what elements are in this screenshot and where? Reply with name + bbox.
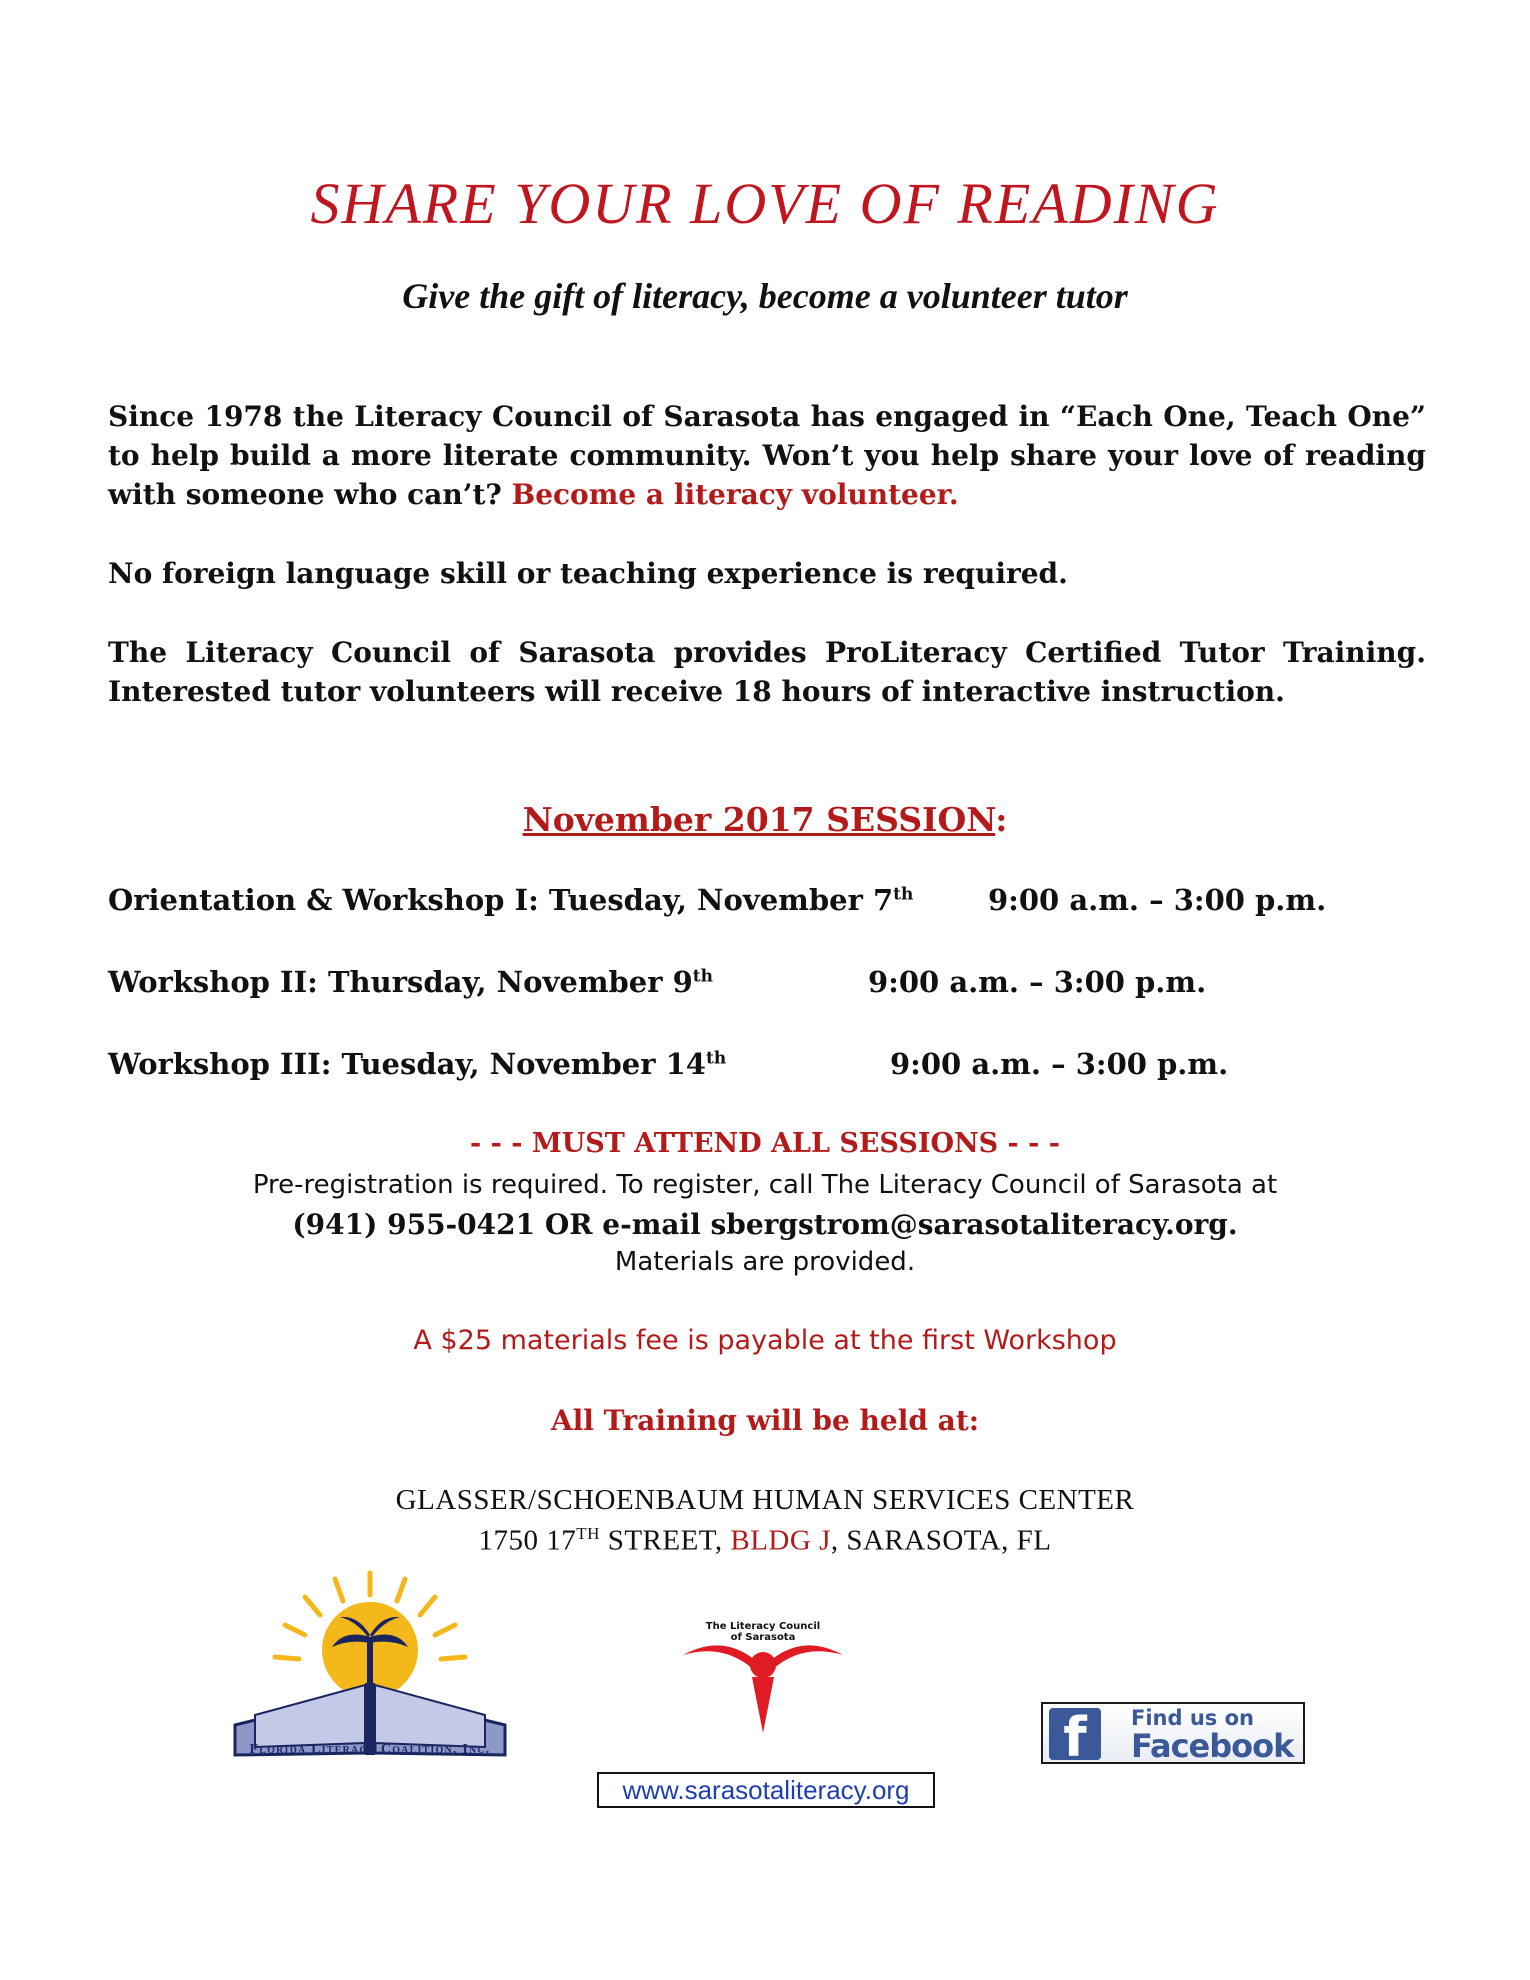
facebook-badge[interactable] xyxy=(1041,1702,1305,1764)
street-number: 1750 17 xyxy=(478,1524,577,1557)
facebook-name: Facebook xyxy=(1131,1727,1294,1765)
session-row-suffix: th xyxy=(705,1048,727,1069)
page-title: SHARE YOUR LOVE OF READING xyxy=(310,171,1220,236)
florida-literacy-coalition-name: Florida Literacy Coalition, Inc. xyxy=(249,1742,491,1757)
page-subtitle: Give the gift of literacy, become a volunteer tutor xyxy=(402,276,1128,316)
street-suffix: TH xyxy=(576,1524,600,1543)
session-heading-text: November 2017 SESSION xyxy=(522,800,996,839)
session-row-1 xyxy=(108,883,913,917)
building: BLDG J xyxy=(730,1524,831,1557)
registration-materials: Materials are provided. xyxy=(614,1247,916,1277)
intro-paragraph xyxy=(108,397,1426,514)
session-row-label: Workshop III: Tuesday, November 14 xyxy=(108,1047,706,1081)
training-info-paragraph: The Literacy Council of Sarasota provides ProLiteracy Certified Tutor Training. Interested tutor volunteers will receive 18 hours of interactive instruction. xyxy=(108,636,1426,708)
website-link[interactable]: www.sarasotaliteracy.org xyxy=(597,1772,935,1808)
session-row-label: Workshop II: Thursday, November 9 xyxy=(108,965,693,999)
session-heading xyxy=(0,800,1530,839)
intro-highlight: Become a literacy volunteer. xyxy=(511,478,959,511)
session-heading-colon: : xyxy=(995,800,1008,839)
session-row-1-time: 9:00 a.m. – 3:00 p.m. xyxy=(988,883,1327,917)
session-row-3 xyxy=(108,1047,726,1081)
intro-text: Since 1978 the Literacy Council of Sarasota has engaged in “Each One, Teach One” to help build a more literate community. Won’t you help share your love of reading with someone who can’t? xyxy=(108,400,1426,511)
no-skill-paragraph: No foreign language skill or teaching experience is required. xyxy=(108,557,1068,590)
must-attend-notice: - - - MUST ATTEND ALL SESSIONS - - - xyxy=(470,1128,1060,1159)
session-row-suffix: th xyxy=(893,884,914,905)
literacy-council-logo xyxy=(678,1625,848,1735)
street-name: STREET, xyxy=(599,1524,731,1557)
session-row-3-time: 9:00 a.m. – 3:00 p.m. xyxy=(890,1047,1229,1081)
session-row-2-time: 9:00 a.m. – 3:00 p.m. xyxy=(868,965,1207,999)
registration-contact: (941) 955-0421 OR e-mail sbergstrom@sarasotaliteracy.org. xyxy=(292,1208,1238,1241)
location-heading: All Training will be held at: xyxy=(550,1404,980,1437)
session-row-suffix: th xyxy=(692,966,714,987)
lcs-text-line-1: The Literacy Council xyxy=(705,1621,821,1632)
session-row-2 xyxy=(108,965,713,999)
location-name: GLASSER/SCHOENBAUM HUMAN SERVICES CENTER xyxy=(395,1484,1135,1516)
facebook-find-text: Find us on xyxy=(1131,1706,1254,1730)
registration-line-1: Pre-registration is required. To register, call The Literacy Council of Sarasota at xyxy=(252,1170,1278,1200)
facebook-icon: f xyxy=(1049,1708,1101,1760)
location-street xyxy=(0,1524,1530,1558)
city: , SARASOTA, FL xyxy=(830,1524,1052,1557)
fee-notice: A $25 materials fee is payable at the first Workshop xyxy=(413,1325,1117,1356)
session-row-label: Orientation & Workshop I: Tuesday, November 7 xyxy=(108,883,894,917)
florida-literacy-coalition-logo xyxy=(215,1565,525,1765)
lcs-text-line-2: of Sarasota xyxy=(730,1632,796,1643)
